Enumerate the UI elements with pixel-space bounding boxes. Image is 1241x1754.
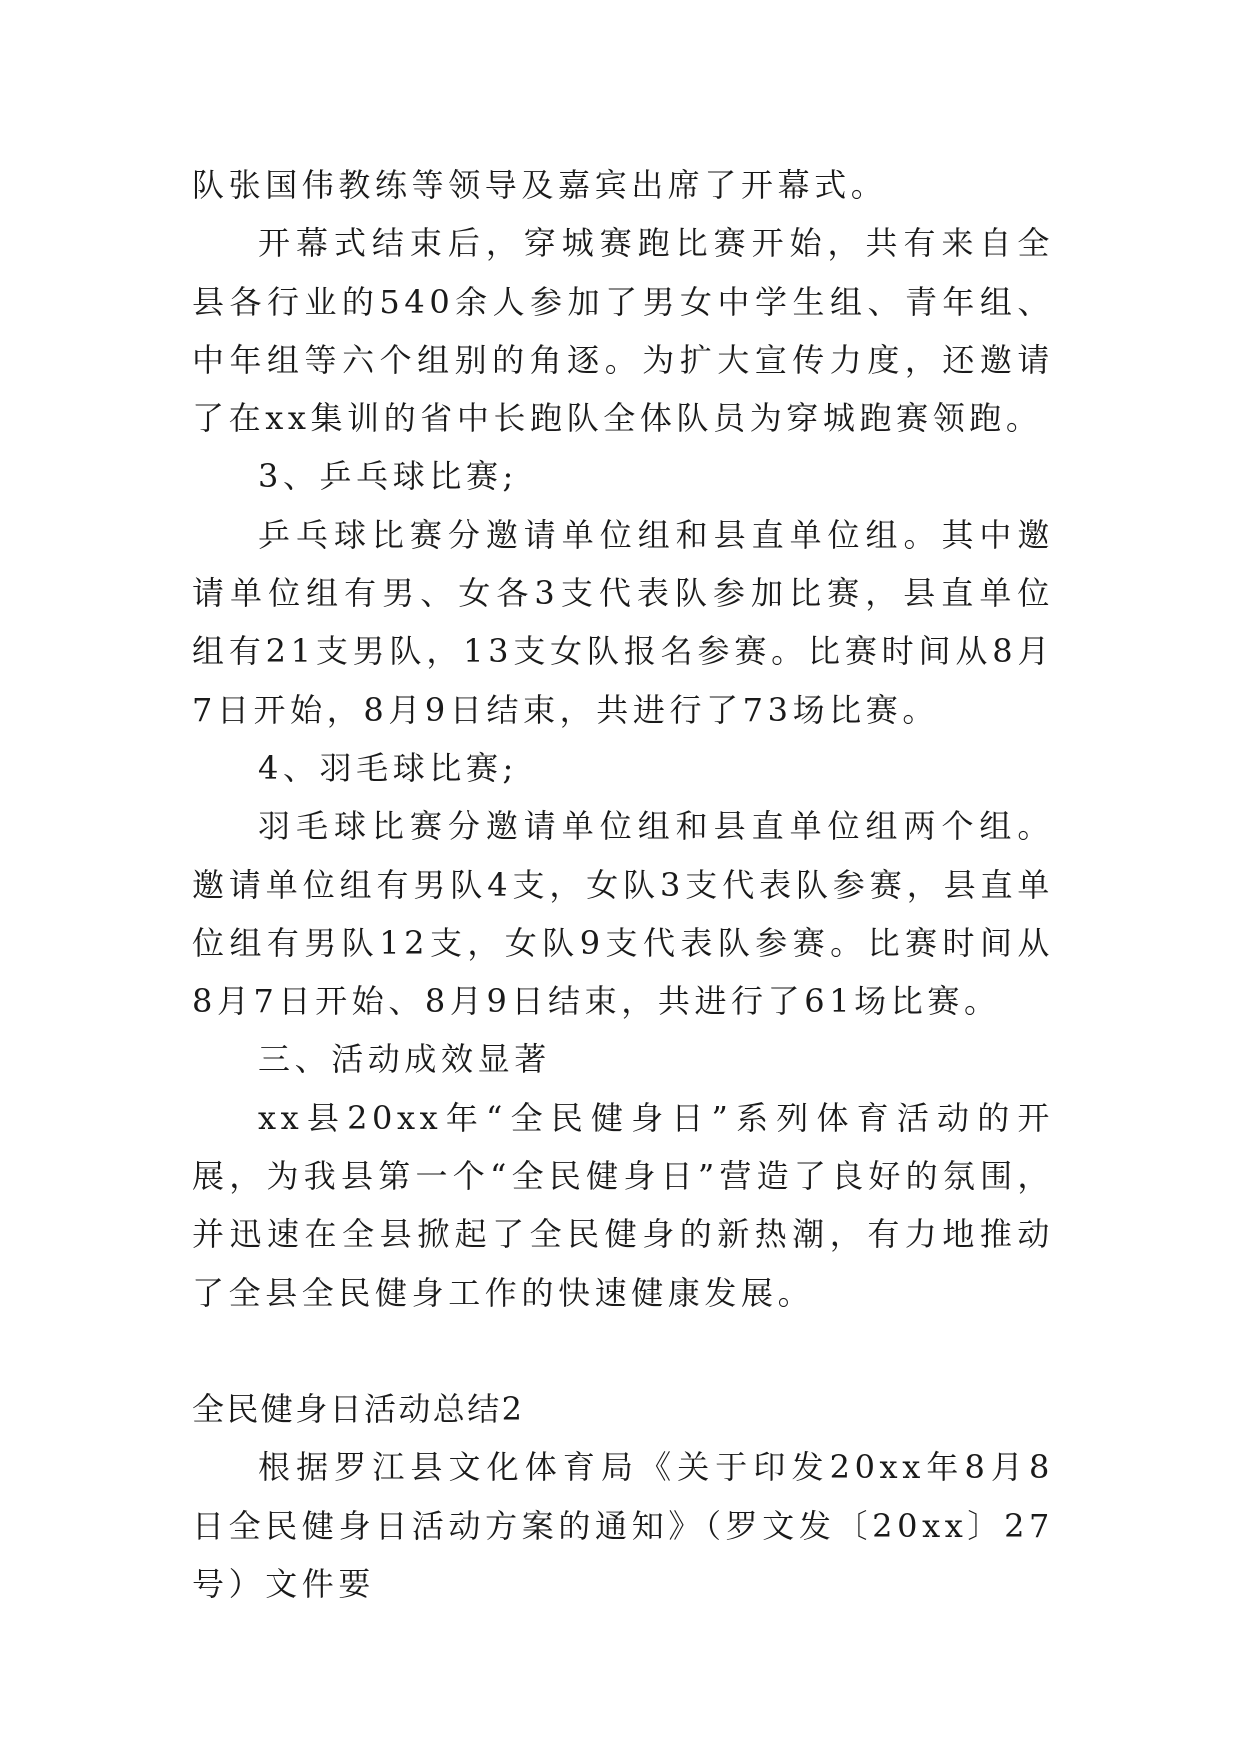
heading-badminton: 4、羽毛球比赛; (258, 748, 518, 787)
section-title: 全民健身日活动总结2 (192, 1389, 525, 1428)
paragraph-city-run: 开幕式结束后，穿城赛跑比赛开始，共有来自全县各行业的540余人参加了男女中学生组、青年组、中年组等六个组别的角逐。为扩大宣传力度，还邀请了在xx集训的省中长跑队全体队员为穿城跑赛领跑。 (192, 224, 1054, 438)
paragraph-badminton: 羽毛球比赛分邀请单位组和县直单位组两个组。邀请单位组有男队4支，女队3支代表队参赛，县直单位组有男队12支，女队9支代表队参赛。比赛时间从8月7日开始、8月9日结束，共进行了61场比赛。 (192, 807, 1054, 1021)
paragraph-table-tennis: 乒乓球比赛分邀请单位组和县直单位组。其中邀请单位组有男、女各3支代表队参加比赛，县直单位组有21支男队，13支女队报名参赛。比赛时间从8月7日开始，8月9日结束，共进行了73场比赛。 (192, 515, 1054, 729)
heading-table-tennis: 3、乒乓球比赛; (258, 457, 518, 496)
paragraph-opening-ceremony-guests: 队张国伟教练等领导及嘉宾出席了开幕式。 (192, 166, 888, 204)
paragraph-results: xx县20xx年“全民健身日”系列体育活动的开展，为我县第一个“全民健身日”营造了良好的氛围，并迅速在全县掀起了全民健身的新热潮，有力地推动了全县全民健身工作的快速健康发展。 (192, 1098, 1054, 1312)
section-spacer (192, 1322, 1054, 1380)
heading-results: 三、活动成效显著 (258, 1040, 551, 1079)
paragraph-closing: 根据罗江县文化体育局《关于印发20xx年8月8日全民健身日活动方案的通知》（罗文发〔20xx〕27号）文件要 (192, 1448, 1054, 1603)
document-body (192, 156, 1054, 1613)
